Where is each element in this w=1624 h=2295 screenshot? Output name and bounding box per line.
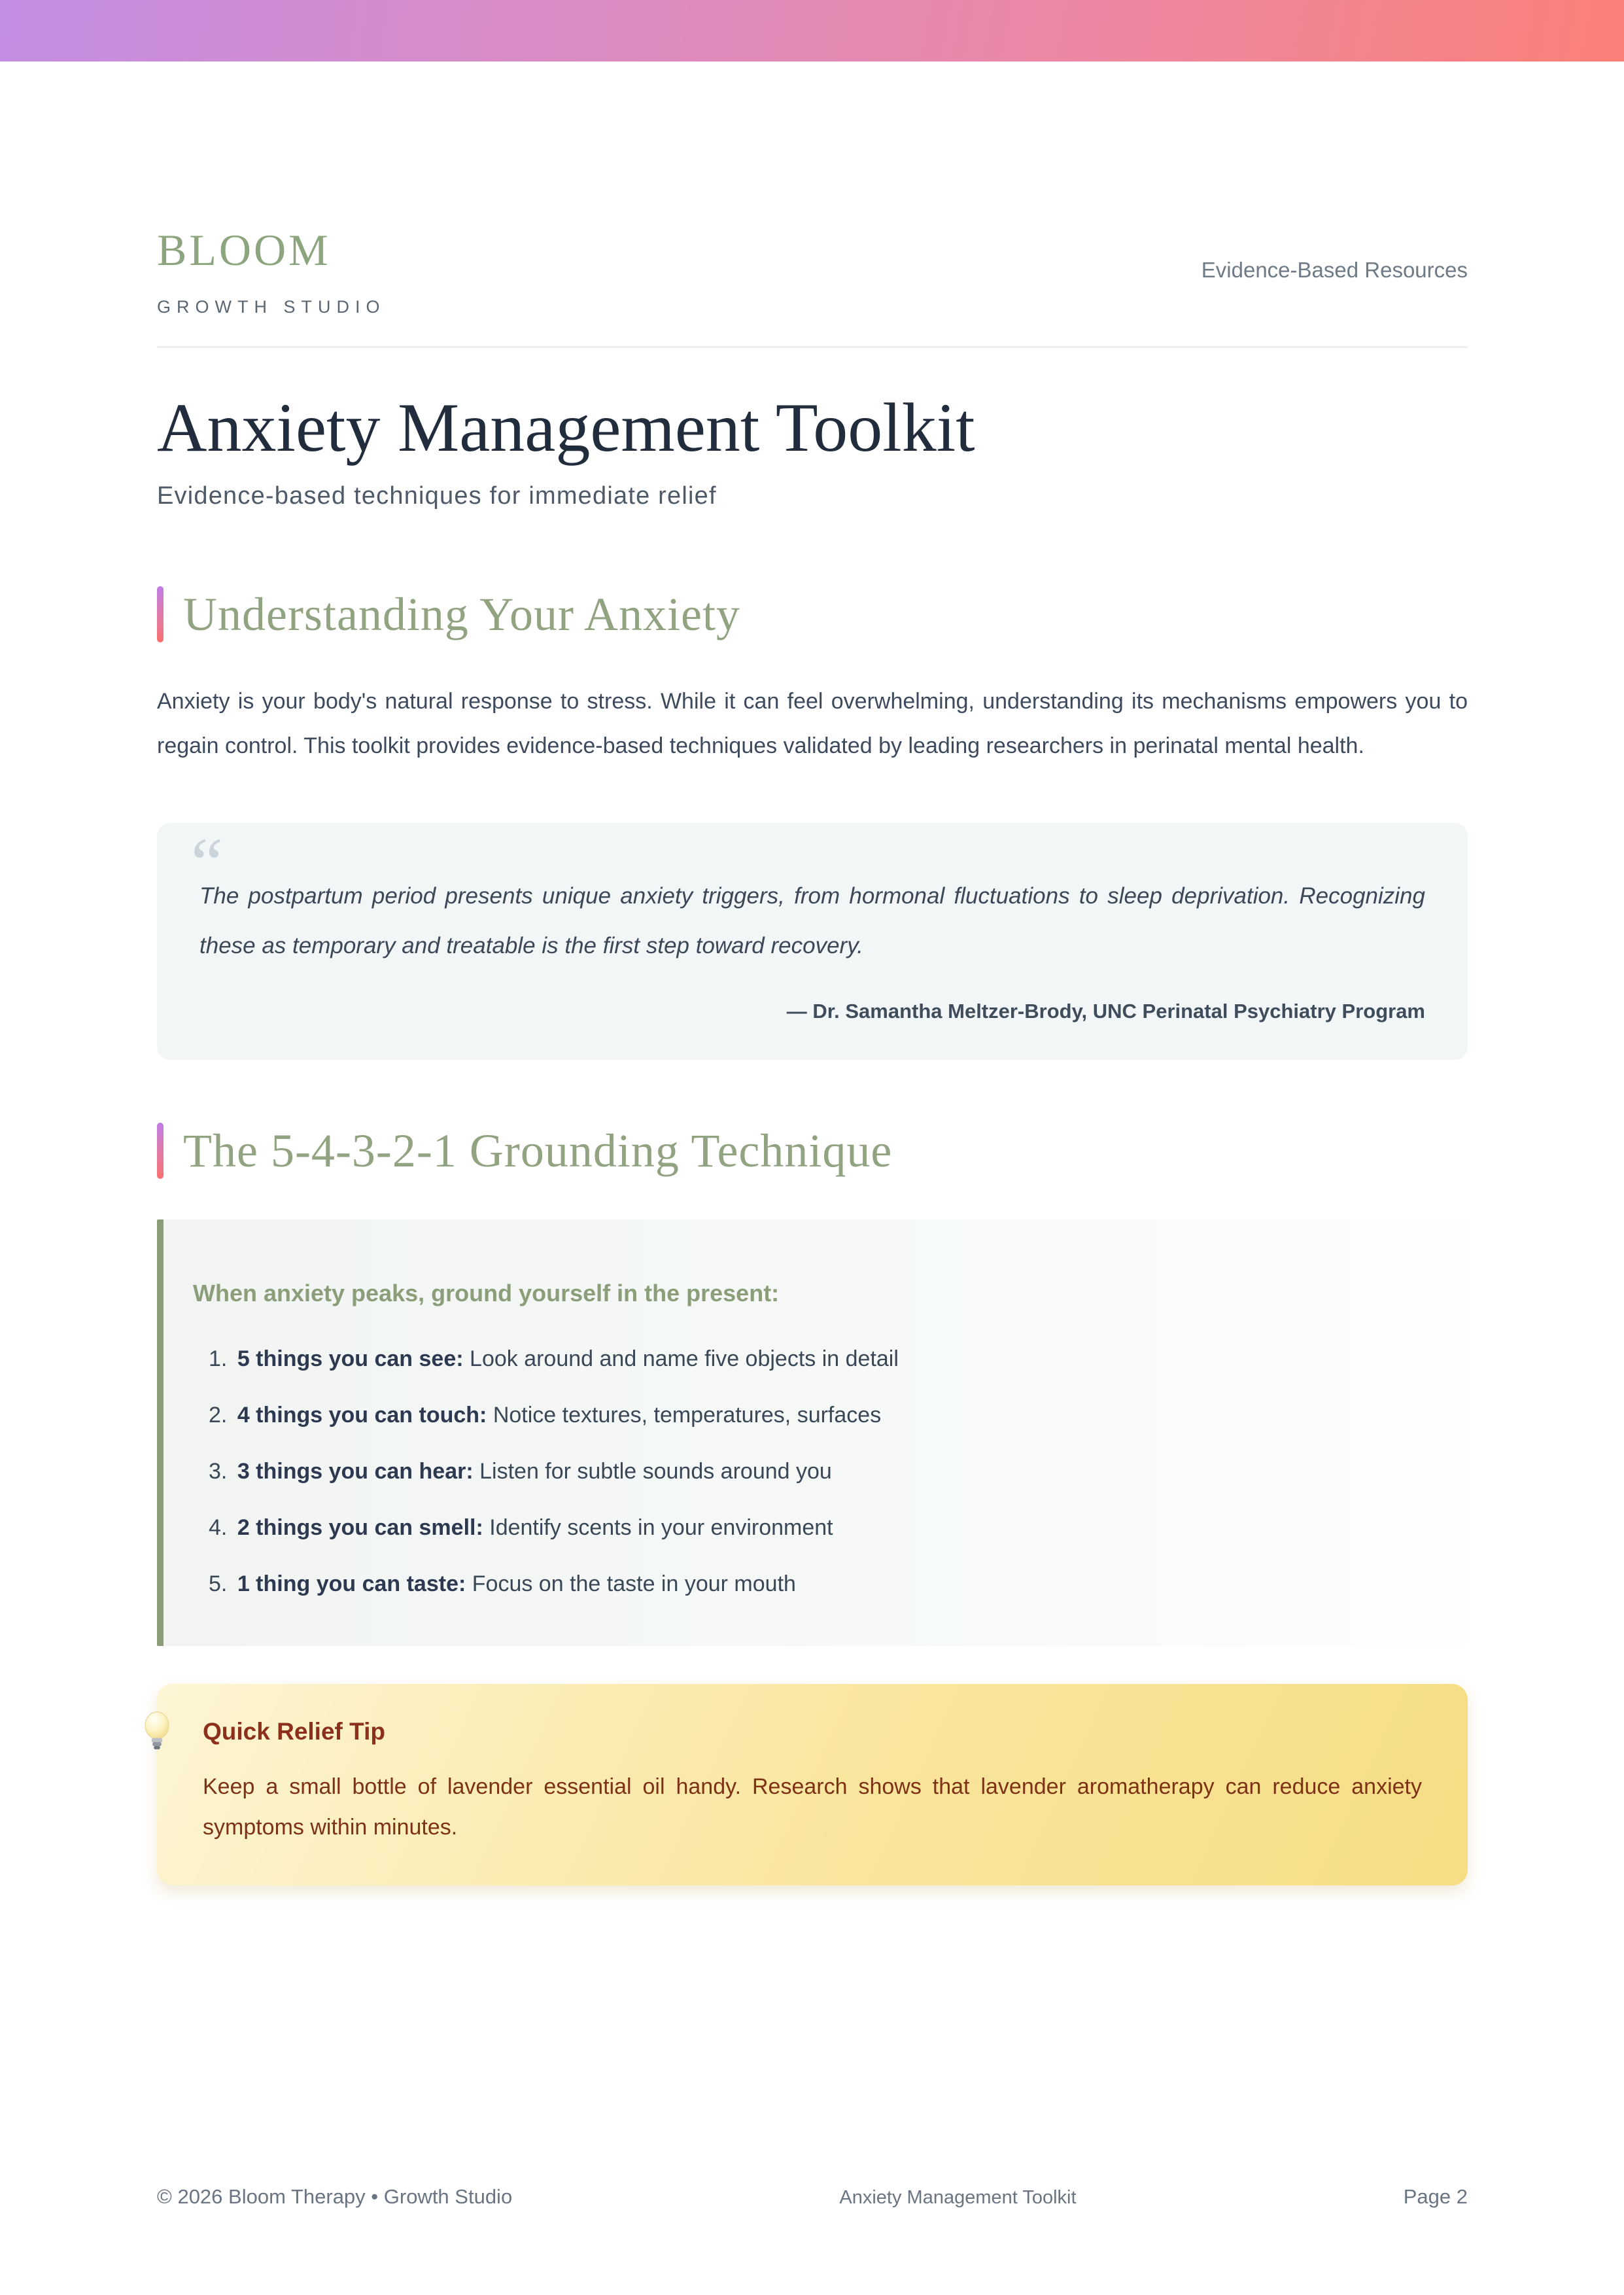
list-item-lead: 4 things you can touch:: [237, 1403, 487, 1428]
list-item-number: 1.: [209, 1346, 228, 1372]
list-item: [209, 1513, 1422, 1543]
section-accent-bar: [157, 1123, 164, 1179]
brand-logo: BLOOM: [157, 225, 331, 275]
quote-attribution: — Dr. Samantha Meltzer-Brody, UNC Perinatal Psychiatry Program: [786, 1000, 1425, 1023]
page-content: [157, 61, 1468, 1885]
section-heading-grounding: [157, 1123, 1468, 1179]
header-right-label: Evidence-Based Resources: [1201, 258, 1468, 282]
list-item-text: Notice textures, temperatures, surfaces: [492, 1403, 882, 1428]
list-item: [209, 1400, 1422, 1430]
page-footer: [157, 2185, 1468, 2209]
section-accent-bar: [157, 586, 164, 642]
list-item-lead: 2 things you can smell:: [237, 1515, 483, 1541]
list-item: [209, 1456, 1422, 1486]
grounding-steps-list: [193, 1344, 1422, 1599]
footer-copyright: © 2026 Bloom Therapy • Growth Studio: [157, 2185, 513, 2208]
list-item-number: 5.: [209, 1571, 228, 1597]
quote-block: [157, 823, 1468, 1060]
list-item-lead: 5 things you can see:: [237, 1346, 464, 1372]
list-item-number: 2.: [209, 1403, 228, 1428]
grounding-technique-box: [157, 1219, 1468, 1646]
quote-text: The postpartum period presents unique anxiety triggers, from hormonal fluctuations to sleep deprivation. Recognizing these as temporary and treatable is the first step toward recovery.: [199, 883, 1425, 959]
quote-mark-icon: “: [191, 823, 223, 903]
header-divider: [157, 346, 1468, 348]
section-heading-understanding: [157, 586, 1468, 642]
tip-body: Keep a small bottle of lavender essential oil handy. Research shows that lavender aromatherapy can reduce anxiety symptoms within minutes.: [203, 1774, 1422, 1840]
section-title: The 5-4-3-2-1 Grounding Technique: [183, 1124, 893, 1177]
list-item: [209, 1569, 1422, 1599]
document-header: [157, 225, 1468, 317]
quick-relief-tip-box: [157, 1684, 1468, 1885]
brand-tagline: GROWTH STUDIO: [157, 297, 386, 317]
tip-title: Quick Relief Tip: [203, 1718, 385, 1745]
page-accent-banner: [0, 0, 1624, 61]
list-item-number: 3.: [209, 1459, 228, 1484]
list-item-text: Identify scents in your environment: [489, 1515, 833, 1541]
section-title: Understanding Your Anxiety: [183, 587, 740, 640]
grounding-intro: When anxiety peaks, ground yourself in the present:: [193, 1280, 780, 1307]
page-subtitle: Evidence-based techniques for immediate relief: [157, 482, 717, 510]
lightbulb-icon: [143, 1711, 171, 1755]
list-item: [209, 1344, 1422, 1374]
footer-document-title: Anxiety Management Toolkit: [839, 2187, 1077, 2208]
list-item-lead: 3 things you can hear:: [237, 1459, 474, 1484]
section-body-paragraph: Anxiety is your body's natural response to stress. While it can feel overwhelming, understanding its mechanisms empowers you to regain control. This toolkit provides evidence-based techniques validated by leading researchers in perinatal mental health.: [157, 689, 1468, 759]
list-item-text: Look around and name five objects in detail: [470, 1346, 899, 1372]
page-title: Anxiety Management Toolkit: [157, 389, 975, 466]
list-item-lead: 1 thing you can taste:: [237, 1571, 466, 1597]
list-item-number: 4.: [209, 1515, 228, 1541]
list-item-text: Focus on the taste in your mouth: [472, 1571, 796, 1597]
list-item-text: Listen for subtle sounds around you: [479, 1459, 832, 1484]
footer-page-number: Page 2: [1403, 2185, 1468, 2208]
brand-block: [157, 225, 386, 317]
